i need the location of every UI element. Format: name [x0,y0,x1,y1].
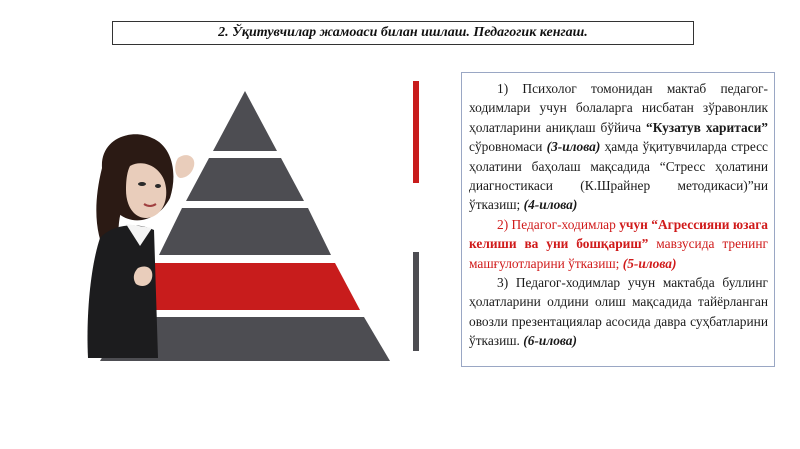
item-3-text: 3) Педагог-ходимлар учун мактабда буллинг ҳолатларини олдини олиш мақсадида тайёрланган овозли презентациялар асосида давра суҳбатларини ўтказиш. [469,275,768,349]
item-1-bold: “Кузатув харитаси” [646,119,768,135]
item-1-text-3: ҳамда ўқитувчиларда стресс ҳолатини баҳолаш мақсадида “Стресс ҳолатини диагностикаси (К.Шрайнер методикаси)”ни ўтказиш; [469,139,768,213]
item-2-ref: (5-илова) [622,255,677,271]
item-1-text: 1) Психолог томонидан мактаб педагог-ходимлари учун болаларга нисбатан зўравонлик ҳолатларини аниқлаш бўйича [469,81,768,135]
item-1-ref-1: (3-илова) [546,139,601,155]
item-3-ref: (6-илова) [523,333,577,349]
pyramid-tier-2 [186,158,304,201]
accent-bar-gray [413,252,419,351]
item-1-ref-2: (4-илова) [523,197,578,213]
item-2-text-2: мавзусида тренинг машғулотларини ўтказиш; [469,236,769,271]
item-2-text: 2) Педагог-ходимлар [497,216,620,232]
content-text-box [461,72,775,367]
slide-title: 2. Ўқитувчилар жамоаси билан ишлаш. Педагогик кенгаш. [112,21,694,45]
pyramid-tier-1 [213,91,277,151]
item-2-bold: учун “Агрессияни юзага келиши ва уни бошқариш” [469,216,768,252]
list-item-1 [469,79,768,215]
list-item-3 [469,273,768,351]
woman-illustration [82,118,202,358]
list-item-2 [469,215,768,273]
accent-bar-red [413,81,419,183]
item-1-text-2: сўровномаси [469,139,547,155]
